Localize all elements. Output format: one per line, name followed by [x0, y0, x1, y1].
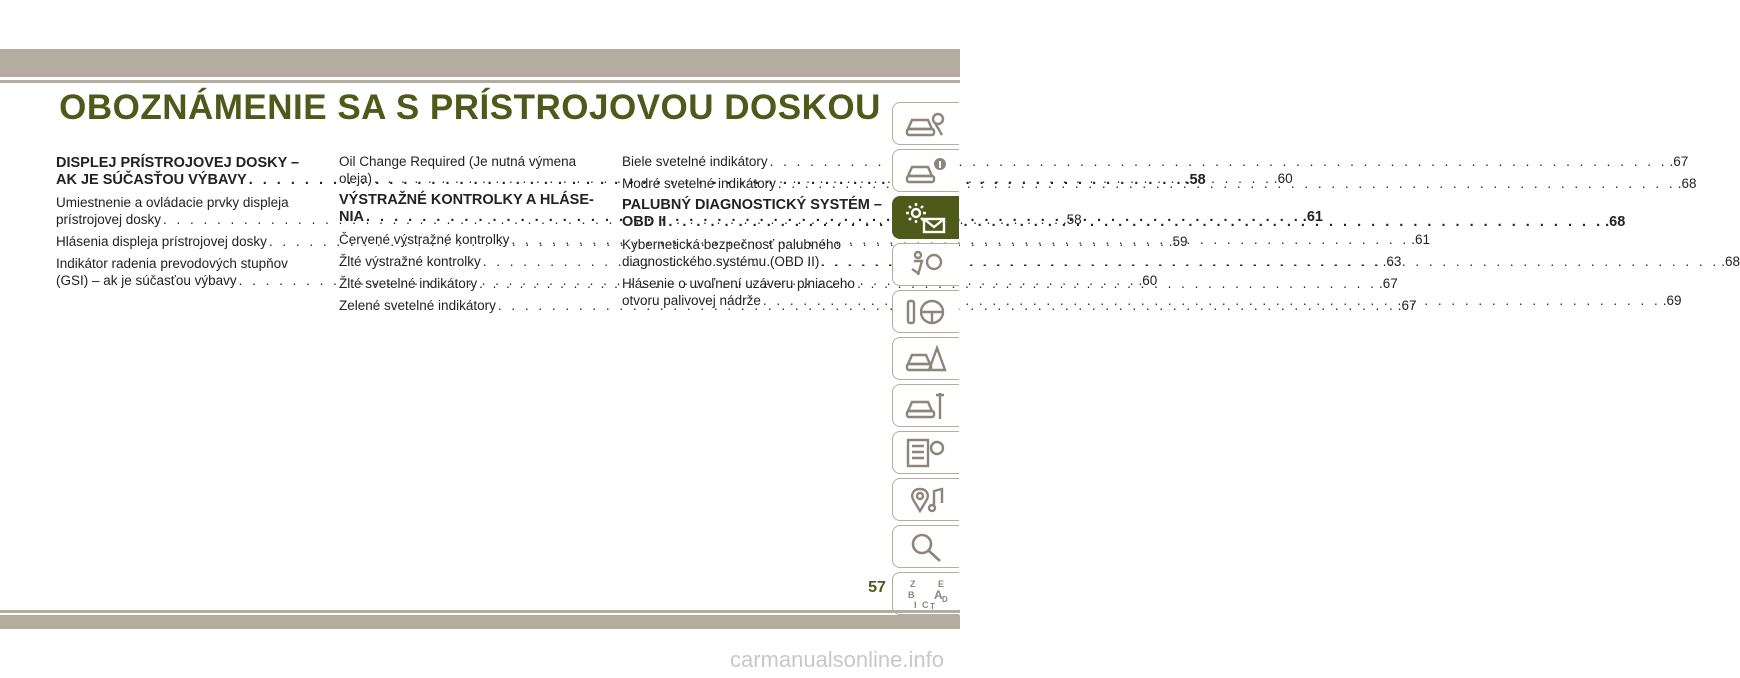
tab-steering[interactable]	[892, 290, 959, 333]
dot-leader	[668, 214, 1603, 230]
checklist-gear-icon	[904, 436, 948, 470]
toc-entry-text: prístrojovej dosky	[56, 212, 162, 227]
tab-technical[interactable]	[892, 431, 959, 474]
tab-airbag[interactable]	[892, 243, 959, 286]
toc-entry-text: PALUBNÝ DIAGNOSTICKÝ SYSTÉM –	[622, 197, 882, 213]
toc-entry-text: VÝSTRAŽNÉ KONTROLKY A HLÁSE-	[339, 192, 594, 208]
toc-page-number: .60	[1138, 273, 1158, 288]
toc-page-number: .68	[1605, 214, 1626, 230]
toc-entry-text: Indikátor radenia prevodových stupňov	[56, 256, 288, 271]
tab-search[interactable]	[892, 525, 959, 568]
page-number: 57	[868, 579, 886, 596]
toc-entry-text: Žlté svetelné indikátory	[339, 276, 478, 291]
toc-page-number: .68	[1677, 176, 1697, 191]
toc-entry-text: Umiestnenie a ovládacie prvky displeja	[56, 195, 289, 210]
tab-multimedia[interactable]	[892, 478, 959, 521]
toc-entry-text: oleja)	[339, 171, 373, 186]
toc-entry-text: OBD II	[622, 214, 667, 230]
toc-entry[interactable]	[622, 153, 1689, 170]
toc-entry-text: Hlásenie o uvoľnení uzáveru plniaceho	[622, 276, 855, 291]
toc-page-number: .63	[1382, 254, 1402, 269]
svg-text:C: C	[922, 599, 929, 610]
top-decor-bar	[0, 49, 960, 77]
svg-text:I: I	[914, 599, 917, 610]
toc-page-number: .61	[1302, 209, 1323, 225]
warning-light-message-icon	[904, 201, 948, 235]
watermark: carmanualsonline.info	[729, 647, 944, 672]
toc-entry-text: Zelené svetelné indikátory	[339, 298, 496, 313]
svg-text:D: D	[942, 594, 948, 604]
toc-entry-text: Hlásenia displeja prístrojovej dosky	[56, 234, 267, 249]
toc-entry-text: NIA	[339, 209, 364, 225]
magnifier-icon	[904, 530, 948, 564]
toc-page-number: .67	[1397, 298, 1417, 313]
tab-index[interactable]	[892, 572, 959, 615]
svg-text:T: T	[930, 601, 935, 611]
toc-page-number: .59	[1168, 234, 1188, 249]
toc-entry-text: Oil Change Required (Je nutná výmena	[339, 154, 577, 169]
car-key-icon	[904, 107, 948, 141]
toc-page-number: .58	[1185, 172, 1206, 188]
car-wrench-icon	[904, 389, 948, 423]
toc-page-number: .60	[1273, 171, 1293, 186]
toc-entry-text: Žlté výstražné kontrolky	[339, 254, 481, 269]
svg-text:B: B	[908, 589, 915, 600]
top-decor-line	[0, 80, 960, 83]
tab-warning-lights[interactable]	[892, 196, 959, 239]
toc-entry-text: Červené výstražné kontrolky	[339, 232, 510, 247]
svg-text:A: A	[934, 587, 943, 602]
tab-car-service[interactable]	[892, 384, 959, 427]
toc-entry-text: Modré svetelné indikátory	[622, 176, 776, 191]
toc-page-number: .67	[1378, 276, 1398, 291]
index-letters-icon	[904, 577, 948, 611]
toc-entry-text: AK JE SÚČASŤOU VÝBAVY	[56, 172, 247, 188]
tab-car-warning[interactable]	[892, 337, 959, 380]
bottom-decor-bar	[0, 615, 960, 629]
toc-page-number: .61	[1411, 232, 1430, 247]
tab-car-info[interactable]	[892, 149, 959, 192]
steering-wheel-icon	[904, 295, 948, 329]
music-location-icon	[904, 483, 948, 517]
toc-entry-lead-line	[622, 153, 1689, 170]
car-info-icon	[904, 154, 948, 188]
bottom-decor-line	[0, 610, 960, 613]
tab-car-key[interactable]	[892, 102, 959, 145]
toc-page-number: .67	[1669, 154, 1689, 169]
toc-entry-text: diagnostického systému (OBD II)	[622, 254, 820, 269]
page-title: OBOZNÁMENIE SA S PRÍSTROJOVOU DOSKOU	[59, 88, 881, 127]
toc-entry-text: Biele svetelné indikátory	[622, 154, 768, 169]
svg-text:E: E	[938, 578, 945, 589]
toc-page-number: .69	[1662, 293, 1682, 308]
toc-entry-text: otvoru palivovej nádrže	[622, 293, 761, 308]
svg-text:Z: Z	[910, 578, 916, 589]
toc-entry-text: DISPLEJ PRÍSTROJOVEJ DOSKY –	[56, 155, 300, 171]
car-warning-triangle-icon	[904, 342, 948, 376]
toc-entry-text: Kybernetická bezpečnosť palubného	[622, 237, 841, 252]
chapter-tabs	[892, 102, 960, 619]
toc-page-number: .68	[1721, 254, 1740, 269]
toc-entry-text: (GSI) – ak je súčasťou výbavy	[56, 273, 237, 288]
airbag-person-icon	[904, 248, 948, 282]
toc-page-number: .58	[1062, 212, 1082, 227]
